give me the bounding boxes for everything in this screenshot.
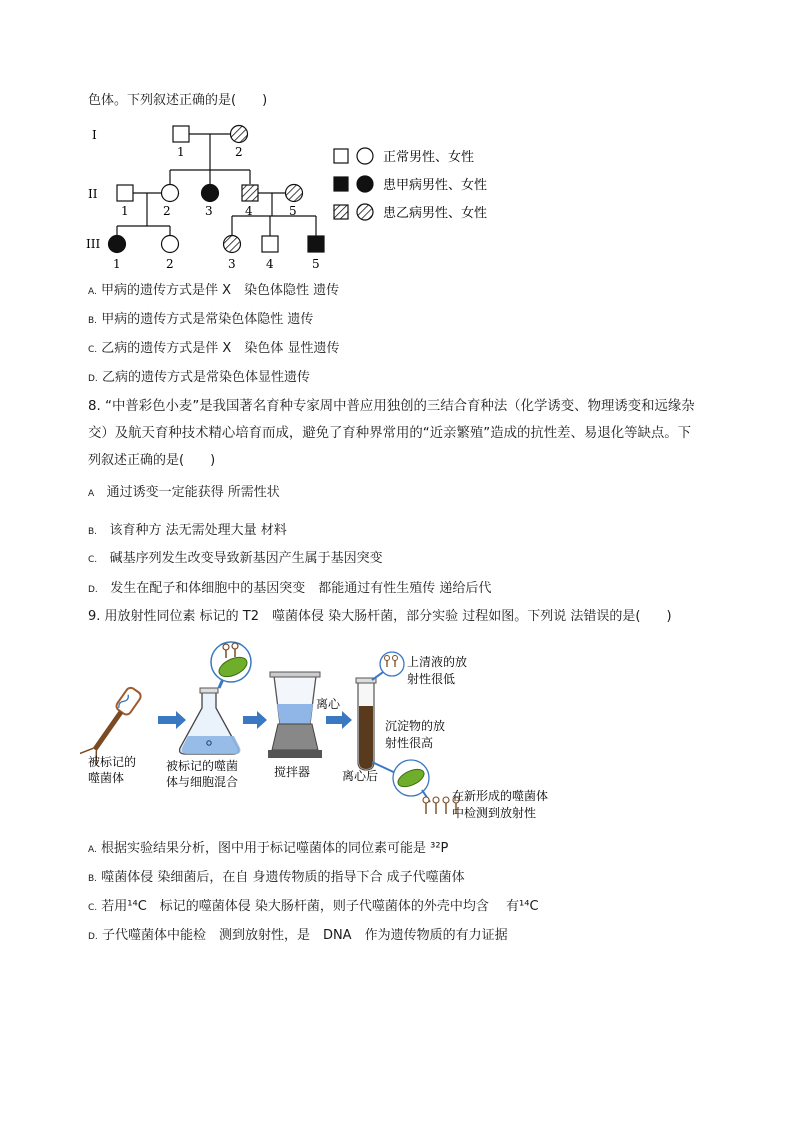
legend-jia-label: 患甲病男性、女性 bbox=[383, 178, 488, 193]
arrow-2-icon bbox=[243, 711, 267, 729]
gen-label-III: III bbox=[86, 237, 101, 251]
legend-yi-female bbox=[357, 204, 373, 220]
I1-normal-male bbox=[173, 126, 189, 142]
III2-number: 2 bbox=[166, 257, 174, 271]
I2-number: 2 bbox=[235, 145, 243, 159]
II5-yi-female bbox=[286, 185, 303, 202]
III4-number: 4 bbox=[266, 257, 274, 271]
q7-option-b[interactable]: B. 甲病的遗传方式是常染色体隐性 遗传 bbox=[88, 312, 314, 327]
labeled-phage-icon bbox=[80, 685, 144, 765]
II4-yi-male bbox=[242, 185, 258, 201]
II5-number: 5 bbox=[289, 204, 297, 218]
III4-normal-male bbox=[262, 236, 278, 252]
legend-yi-label: 患乙病男性、女性 bbox=[383, 206, 488, 221]
legend-jia-male bbox=[334, 177, 348, 191]
arrow-3-icon bbox=[326, 711, 352, 729]
II1-number: 1 bbox=[121, 204, 129, 218]
II3-jia-female bbox=[202, 185, 219, 202]
q9-option-c[interactable]: C. 若用¹⁴C 标记的噬菌体侵 染大肠杆菌，则子代噬菌体的外壳中均含 有¹⁴C bbox=[88, 899, 539, 914]
pellet-line-1: 沉淀物的放 bbox=[385, 719, 446, 733]
q7-stem-tail: 色体。下列叙述正确的是( ) bbox=[88, 93, 268, 108]
phage-label-line-2: 噬菌体 bbox=[88, 771, 125, 785]
q9-option-d[interactable]: D. 子代噬菌体中能检 测到放射性，是 DNA 作为遗传物质的有力证据 bbox=[88, 928, 508, 943]
q9-option-a[interactable]: A. 根据实验结果分析，图中用于标记噬菌体的同位素可能是 ³²P bbox=[88, 841, 449, 856]
arrow-1-icon bbox=[158, 711, 186, 729]
pedigree-chart bbox=[80, 118, 520, 278]
supernatant-line-2: 射性很低 bbox=[407, 672, 456, 686]
III3-yi-female bbox=[224, 236, 241, 253]
q8-stem-line-1: 8. “中普彩色小麦”是我国著名育种专家周中普应用独创的三结合育种法（化学诱变、物理诱变和远缘杂 bbox=[88, 399, 695, 414]
I1-number: 1 bbox=[177, 145, 185, 159]
centrifuge-arrow-label: 离心 bbox=[316, 697, 341, 711]
III1-jia-female bbox=[109, 236, 126, 253]
blender-icon bbox=[268, 672, 322, 758]
III3-number: 3 bbox=[228, 257, 236, 271]
legend-normal-male bbox=[334, 149, 348, 163]
phage-experiment-figure bbox=[80, 640, 600, 830]
II4-number: 4 bbox=[245, 204, 253, 218]
legend-jia-female bbox=[357, 176, 373, 192]
gen-label-II: II bbox=[88, 187, 98, 201]
III1-number: 1 bbox=[113, 257, 121, 271]
erlenmeyer-flask-icon bbox=[180, 688, 241, 754]
phage-label-line-1: 被标记的 bbox=[88, 755, 137, 769]
q8-option-b[interactable]: B. 该育种方 法无需处理大量 材料 bbox=[88, 523, 287, 538]
after-centrifuge-label: 离心后 bbox=[342, 769, 379, 783]
II1-normal-male bbox=[117, 185, 133, 201]
legend-normal-label: 正常男性、女性 bbox=[383, 150, 475, 165]
legend-normal-female bbox=[357, 148, 373, 164]
III2-normal-female bbox=[162, 236, 179, 253]
gen-label-I: I bbox=[92, 128, 97, 142]
q8-option-d[interactable]: D. 发生在配子和体细胞中的基因突变 都能通过有性生殖传 递给后代 bbox=[88, 581, 492, 596]
q9-stem: 9. 用放射性同位素 标记的 T2 噬菌体侵 染大肠杆菌，部分实验 过程如图。下列说 法错误的是( ) bbox=[88, 609, 672, 624]
I2-yi-female bbox=[231, 126, 248, 143]
q8-stem-line-3: 列叙述正确的是( ) bbox=[88, 453, 216, 468]
q7-option-d[interactable]: D. 乙病的遗传方式是常染色体显性遗传 bbox=[88, 370, 310, 385]
III5-jia-male bbox=[308, 236, 324, 252]
flask-label-line-2: 体与细胞混合 bbox=[166, 775, 239, 789]
q7-option-c[interactable]: C. 乙病的遗传方式是伴 X 染色体 显性遗传 bbox=[88, 341, 340, 356]
flask-label-line-1: 被标记的噬菌 bbox=[166, 759, 239, 773]
pellet-line-2: 射性很高 bbox=[385, 736, 434, 750]
legend-yi-male bbox=[334, 205, 348, 219]
q8-stem-line-2: 交）及航天育种技术精心培育而成，避免了育种界常用的“近亲繁殖”造成的抗性差、易退化等缺点。下 bbox=[88, 426, 692, 441]
II2-normal-female bbox=[162, 185, 179, 202]
blender-label: 搅拌器 bbox=[274, 765, 311, 779]
q7-option-a[interactable]: A. 甲病的遗传方式是伴 X 染色体隐性 遗传 bbox=[88, 283, 340, 298]
supernatant-bubble bbox=[380, 652, 404, 676]
q8-option-c[interactable]: C. 碱基序列发生改变导致新基因产生属于基因突变 bbox=[88, 551, 383, 566]
II2-number: 2 bbox=[163, 204, 171, 218]
q8-option-a[interactable]: A 通过诱变一定能获得 所需性状 bbox=[88, 485, 280, 500]
supernatant-line-1: 上清液的放 bbox=[407, 655, 468, 669]
III5-number: 5 bbox=[312, 257, 320, 271]
q9-option-b[interactable]: B. 噬菌体侵 染细菌后，在自 身遗传物质的指导下合 成子代噬菌体 bbox=[88, 870, 465, 885]
centrifuge-tube-icon bbox=[356, 678, 376, 770]
new-phage-line-1: 在新形成的噬菌体 bbox=[452, 789, 549, 803]
II3-number: 3 bbox=[205, 204, 213, 218]
new-phage-line-2: 中检测到放射性 bbox=[452, 806, 537, 820]
